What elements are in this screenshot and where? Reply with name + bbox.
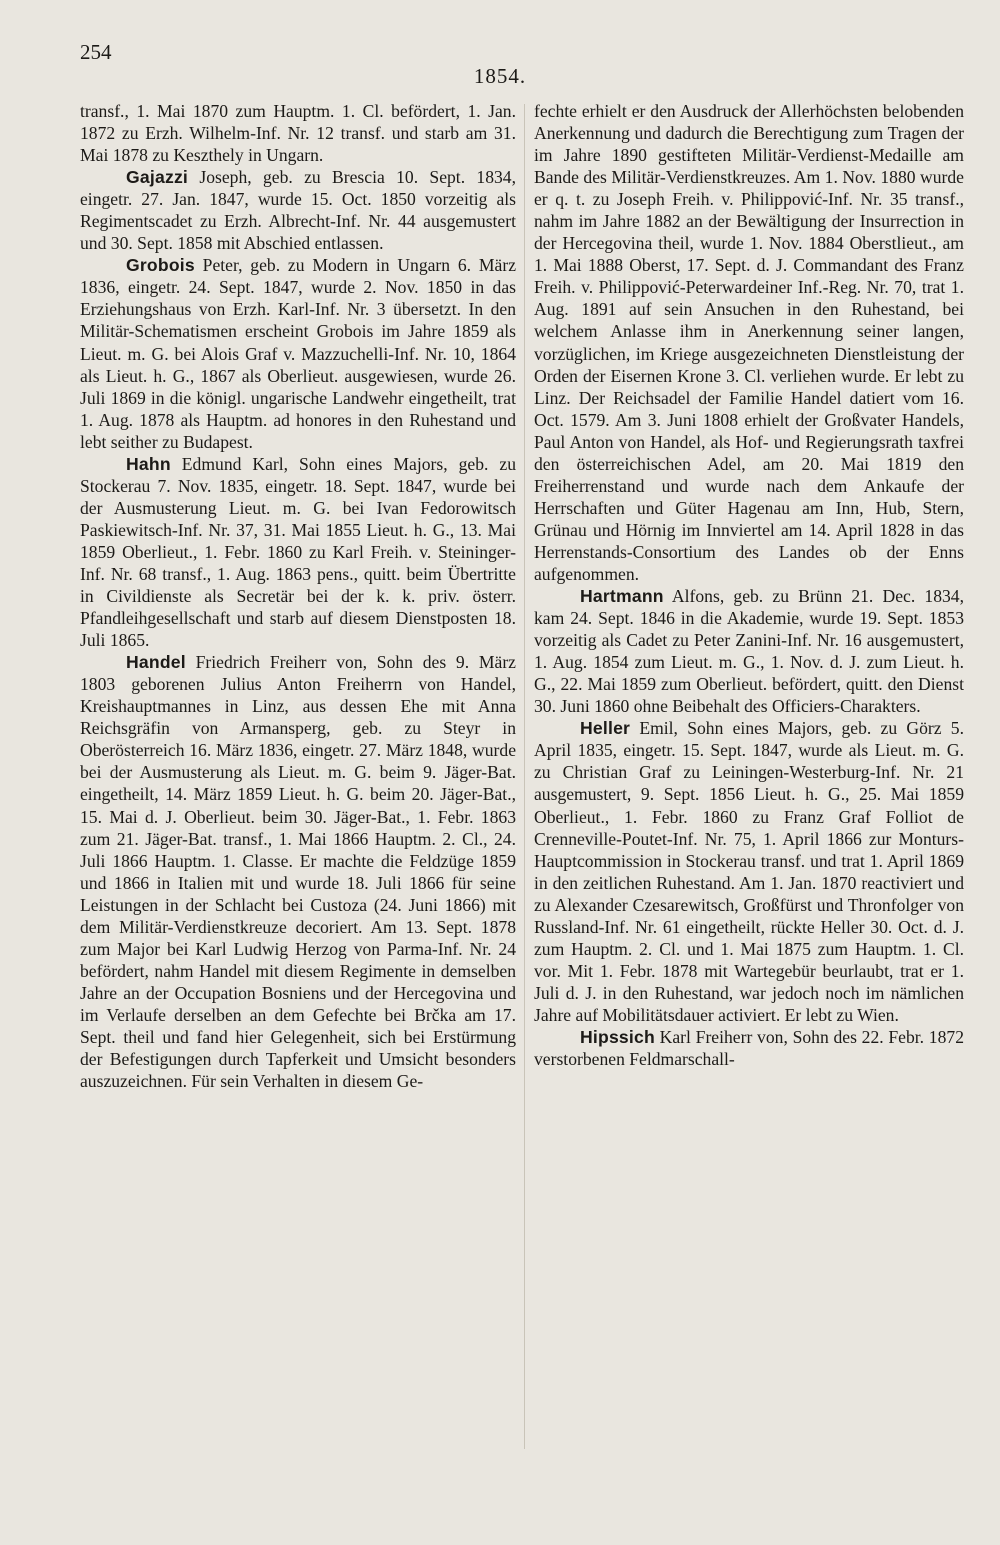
entry-text: Edmund Karl, Sohn eines Majors, geb. zu Stockerau 7. Nov. 1835, eingetr. 18. Sept. 1847, wurde bei der Ausmusterung Lieut. m. G. bei Ivan Fedorowitsch Paskiewitsch-Inf. Nr. 37, 31. Mai 1855 Lieut. h. G., 13. Mai 1859 Oberlieut., 1. Febr. 1860 zu Karl Freih. v. Steininger-Inf. Nr. 68 transf., 1. Aug. 1863 pens., quitt. beim Übertritte in Civildienste als Secretär bei der k. k. priv. österr. Pfandleihgesellschaft und starb auf diesem Dienstposten 18. Juli 1865.: [80, 453, 516, 651]
entry-text: Friedrich Freiherr von, Sohn des 9. März 1803 geborenen Julius Anton Freiherrn von Handel, Kreishauptmannes in Linz, aus dessen Ehe mit Anna Reichsgräfin von Armansperg, geb. zu Steyr in Oberösterreich 16. März 1836, eingetr. 27. März 1848, wurde bei der Ausmusterung als Lieut. m. G. beim 9. Jäger-Bat. eingetheilt, 14. März 1859 Lieut. h. G. beim 20. Jäger-Bat., 15. Mai d. J. Oberlieut. beim 30. Jäger-Bat., 1. Febr. 1863 zum 21. Jäger-Bat. transf., 1. Mai 1866 Hauptm. 2. Cl., 24. Juli 1866 Hauptm. 1. Classe. Er machte die Feldzüge 1859 und 1866 in Italien mit und wurde 18. Juli 1866 für seine Leistungen in der Schlacht bei Custoza (24. Juni 1866) mit dem Militär-Verdienstkreuze decoriert. Am 13. Sept. 1878 zum Major bei Karl Ludwig Herzog von Parma-Inf. Nr. 24 befördert, nahm Handel mit diesem Regimente in demselben Jahre an der Occupation Bosniens und der Hercegovina und im Verlaufe derselben an dem Gefechte bei Brčka am 17. Sept. theil und fand hier Gelegenheit, sich bei Erstürmung der Befestigungen durch Tapferkeit und Umsicht besonders auszuzeichnen. Für sein Verhalten in diesem Ge-: [80, 652, 516, 1092]
entry-hipssich: [534, 1026, 964, 1070]
column-divider: [524, 104, 525, 1449]
entry-name: Hahn: [126, 453, 171, 474]
entry-hahn: [80, 453, 516, 651]
page-number: 254: [80, 40, 112, 64]
right-column: [534, 100, 964, 1070]
entry-name: Gajazzi: [126, 167, 189, 188]
entry-heller: [534, 717, 964, 1026]
entry-text: Joseph, geb. zu Brescia 10. Sept. 1834, eingetr. 27. Jan. 1847, wurde 15. Oct. 1850 vorzeitig als Regimentscadet zu Erzh. Albrecht-Inf. Nr. 44 ausgemustert und 30. Sept. 1858 mit Abschied entlassen.: [80, 167, 516, 254]
left-column: [80, 100, 516, 1092]
page-year-heading: 1854.: [473, 64, 527, 88]
entry-grobois: [80, 254, 516, 452]
entry-name: Heller: [580, 718, 631, 739]
entry-text: Karl Freiherr von, Sohn des 22. Febr. 1872 verstorbenen Feldmarschall-: [534, 1026, 964, 1070]
entry-continuation: [80, 100, 516, 166]
entry-text: transf., 1. Mai 1870 zum Hauptm. 1. Cl. befördert, 1. Jan. 1872 zu Erzh. Wilhelm-Inf. Nr. 12 transf. und starb am 31. Mai 1878 zu Keszthely in Ungarn.: [80, 101, 516, 166]
entry-handel: [80, 651, 516, 1092]
entry-text: Emil, Sohn eines Majors, geb. zu Görz 5. April 1835, eingetr. 15. Sept. 1847, wurde als Lieut. m. G. zu Christian Graf zu Leiningen-Westerburg-Inf. Nr. 21 ausgemustert, 9. Sept. 1856 Lieut. h. G., 25. Mai 1859 Oberlieut., 1. Febr. 1860 zu Franz Graf Folliot de Crenneville-Poutet-Inf. Nr. 75, 1. April 1866 zur Monturs-Hauptcommission in Stockerau transf. und trat 1. April 1869 in den zeitlichen Ruhestand. Am 1. Jan. 1870 reactiviert und zu Alexander Czesarewitsch, Großfürst und Thronfolger von Russland-Inf. Nr. 61 eingetheilt, rückte Heller 30. Oct. d. J. zum Hauptm. 2. Cl. und 1. Mai 1875 zum Hauptm. 1. Cl. vor. Mit 1. Febr. 1878 mit Wartegebür beurlaubt, trat er 1. Juli d. J. in den Ruhestand, war jedoch noch im nämlichen Jahre auf Mobilitätsdauer activiert. Er lebt zu Wien.: [534, 718, 964, 1025]
entry-continuation: [534, 100, 964, 585]
entry-text: Peter, geb. zu Modern in Ungarn 6. März 1836, eingetr. 24. Sept. 1847, wurde 2. Nov. 1850 in das Erziehungshaus von Erzh. Karl-Inf. Nr. 3 übersetzt. In den Militär-Schematismen erscheint Grobois im Jahre 1859 als Lieut. m. G. bei Alois Graf v. Mazzuchelli-Inf. Nr. 10, 1864 als Lieut. h. G., 1867 als Oberlieut. ausgewiesen, wurde 26. Juli 1869 in die königl. ungarische Landwehr eingetheilt, trat 1. Aug. 1878 als Hauptm. ad honores in den Ruhestand und lebt seither zu Budapest.: [80, 255, 516, 452]
entry-name: Handel: [126, 652, 186, 673]
entry-gajazzi: [80, 166, 516, 254]
entry-hartmann: [534, 585, 964, 717]
entry-name: Grobois: [126, 255, 195, 276]
entry-text: fechte erhielt er den Ausdruck der Allerhöchsten belobenden Anerkennung und dadurch die Berechtigung zum Tragen der im Jahre 1890 gestifteten Militär-Verdienst-Medaille am Bande des Militär-Verdienstkreuzes. Am 1. Nov. 1880 wurde er q. t. zu Joseph Freih. v. Philippović-Inf. Nr. 35 transf., nahm im Jahre 1882 an der Bewältigung der Insurrection in der Hercegovina theil, wurde 1. Nov. 1884 Oberstlieut., am 1. Mai 1888 Oberst, 17. Sept. d. J. Commandant des Franz Freih. v. Philippović-Peterwardeiner Inf.-Reg. Nr. 70, trat 1. Aug. 1891 auf sein Ansuchen in den Ruhestand, bei welchem Anlasse ihm in Anerkennung seiner langen, vorzüglichen, im Kriege ausgezeichneten Dienstleistung der Orden der Eisernen Krone 3. Cl. verliehen wurde. Er lebt zu Linz. Der Reichsadel der Familie Handel datiert vom 16. Oct. 1579. Am 3. Juni 1808 erhielt der Großvater Handels, Paul Anton von Handel, als Hof- und Regierungsrath taxfrei den österreichischen Adel, am 20. Mai 1819 den Freiherrenstand und wurde nach dem Ankaufe der Herrschaften und Güter Hagenau am Inn, Hub, Stern, Grünau und Hörnig im Innviertel am 14. April 1828 in das Herrenstands-Consortium des Landes ob der Enns aufgenommen.: [534, 101, 964, 584]
entry-text: Alfons, geb. zu Brünn 21. Dec. 1834, kam 24. Sept. 1846 in die Akademie, wurde 19. Sept. 1853 vorzeitig als Cadet zu Peter Zanini-Inf. Nr. 16 ausgemustert, 1. Aug. 1854 zum Lieut. m. G., 1. Nov. d. J. zum Lieut. h. G., 22. Mai 1859 zum Oberlieut. befördert, quitt. den Dienst 30. Juni 1860 ohne Beibehalt des Officiers-Charakters.: [534, 586, 964, 717]
entry-name: Hartmann: [580, 586, 664, 607]
entry-name: Hipssich: [580, 1026, 655, 1047]
